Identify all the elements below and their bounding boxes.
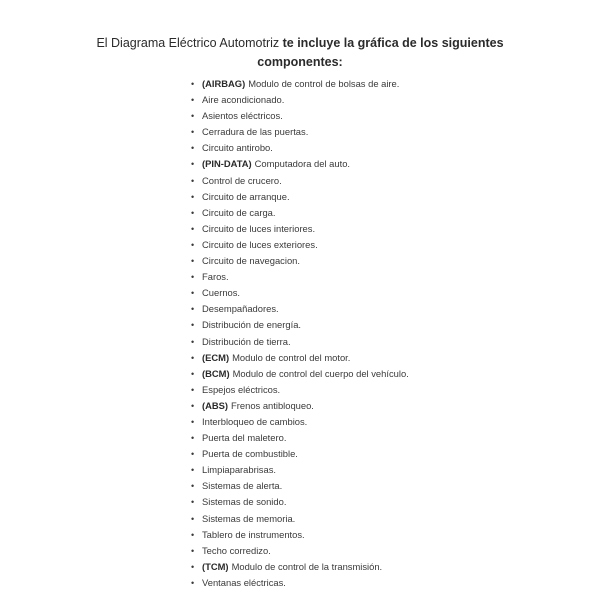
bullet-icon: • [191, 304, 195, 315]
bullet-icon: • [191, 529, 195, 540]
bullet-icon: • [191, 79, 195, 89]
item-text: Computadora del auto. [254, 158, 351, 170]
item-text: Circuito de navegacion. [202, 255, 300, 267]
bullet-icon: • [191, 95, 195, 106]
item-text: Aire acondicionado. [202, 94, 285, 106]
list-item [188, 253, 409, 269]
item-code: (ABS) [202, 399, 229, 411]
item-text: Circuito de luces interiores. [202, 222, 316, 234]
components-list [188, 76, 409, 591]
item-text: Modulo de control del motor. [232, 351, 351, 363]
list-item [188, 92, 409, 108]
bullet-icon: • [191, 320, 195, 331]
item-text: Sistemas de memoria. [202, 512, 296, 524]
item-text: Sistemas de alerta. [202, 480, 283, 492]
list-item [188, 140, 409, 156]
list-item [188, 430, 409, 446]
item-text: Cuernos. [202, 287, 241, 299]
item-code: (AIRBAG) [202, 78, 246, 89]
bullet-icon: • [191, 352, 195, 363]
bullet-icon: • [191, 288, 195, 299]
list-item [188, 237, 409, 253]
list-item [188, 301, 409, 317]
list-item [188, 173, 409, 189]
bullet-icon: • [191, 561, 195, 572]
bullet-icon: • [191, 384, 195, 395]
item-text: Circuito de arranque. [202, 190, 290, 202]
item-text: Cerradura de las puertas. [202, 126, 309, 138]
list-item [188, 334, 409, 350]
bullet-icon: • [191, 191, 195, 202]
list-item [188, 382, 409, 398]
bullet-icon: • [191, 577, 195, 588]
list-item [188, 414, 409, 430]
list-item [188, 221, 409, 237]
list-item [188, 108, 409, 124]
item-text: Techo corredizo. [202, 544, 271, 556]
bullet-icon: • [191, 368, 195, 379]
item-text: Circuito antirobo. [202, 142, 273, 154]
bullet-icon: • [191, 272, 195, 283]
page-heading [60, 34, 540, 72]
bullet-icon: • [191, 207, 195, 218]
bullet-icon: • [191, 497, 195, 508]
list-item [188, 156, 409, 172]
bullet-icon: • [191, 127, 195, 138]
list-item [188, 76, 409, 92]
list-item [188, 478, 409, 494]
bullet-icon: • [191, 465, 195, 476]
bullet-icon: • [191, 400, 195, 411]
item-code: (BCM) [202, 367, 230, 379]
list-item [188, 350, 409, 366]
list-item [188, 527, 409, 543]
item-code: (ECM) [202, 351, 230, 363]
bullet-icon: • [191, 449, 195, 460]
list-item [188, 446, 409, 462]
item-text: Limpiaparabrisas. [202, 464, 276, 476]
item-text: Distribución de tierra. [202, 335, 291, 347]
item-text: Asientos eléctricos. [202, 110, 283, 122]
item-text: Puerta de combustible. [202, 448, 298, 460]
list-item [188, 462, 409, 478]
list-item [188, 124, 409, 140]
list-item [188, 511, 409, 527]
bullet-icon: • [191, 159, 195, 170]
item-text: Modulo de control de bolsas de aire. [248, 78, 400, 89]
list-item [188, 269, 409, 285]
item-text: Circuito de carga. [202, 206, 276, 218]
item-text: Modulo de control del cuerpo del vehículo. [232, 367, 409, 379]
bullet-icon: • [191, 433, 195, 444]
item-text: Desempañadores. [202, 303, 279, 315]
bullet-icon: • [191, 513, 195, 524]
list-item [188, 189, 409, 205]
bullet-icon: • [191, 239, 195, 250]
item-text: Puerta del maletero. [202, 432, 287, 444]
bullet-icon: • [191, 111, 195, 122]
list-item [188, 494, 409, 510]
bullet-icon: • [191, 416, 195, 427]
item-text: Modulo de control de la transmisión. [231, 560, 383, 572]
list-item [188, 317, 409, 333]
item-text: Faros. [202, 271, 229, 283]
item-text: Sistemas de sonido. [202, 496, 287, 508]
heading-bold-text: te incluye la gráfica de los siguientes componentes: [257, 36, 504, 69]
list-item [188, 543, 409, 559]
item-text: Circuito de luces exteriores. [202, 238, 318, 250]
item-text: Control de crucero. [202, 174, 282, 186]
list-item [188, 285, 409, 301]
item-text: Ventanas eléctricas. [202, 576, 286, 588]
list-item [188, 398, 409, 414]
list-item [188, 205, 409, 221]
item-code: (PIN-DATA) [202, 158, 252, 170]
item-text: Tablero de instrumentos. [202, 528, 305, 540]
item-text: Distribución de energía. [202, 319, 302, 331]
item-text: Interbloqueo de cambios. [202, 415, 308, 427]
bullet-icon: • [191, 336, 195, 347]
item-text: Frenos antibloqueo. [231, 399, 314, 411]
list-item [188, 559, 409, 575]
bullet-icon: • [191, 256, 195, 267]
item-text: Espejos eléctricos. [202, 383, 281, 395]
list-item [188, 575, 409, 591]
bullet-icon: • [191, 545, 195, 556]
bullet-icon: • [191, 481, 195, 492]
item-code: (TCM) [202, 560, 229, 572]
bullet-icon: • [191, 223, 195, 234]
heading-normal-text: El Diagrama Eléctrico Automotriz [96, 36, 283, 50]
bullet-icon: • [191, 143, 195, 154]
bullet-icon: • [191, 175, 195, 186]
list-item [188, 366, 409, 382]
